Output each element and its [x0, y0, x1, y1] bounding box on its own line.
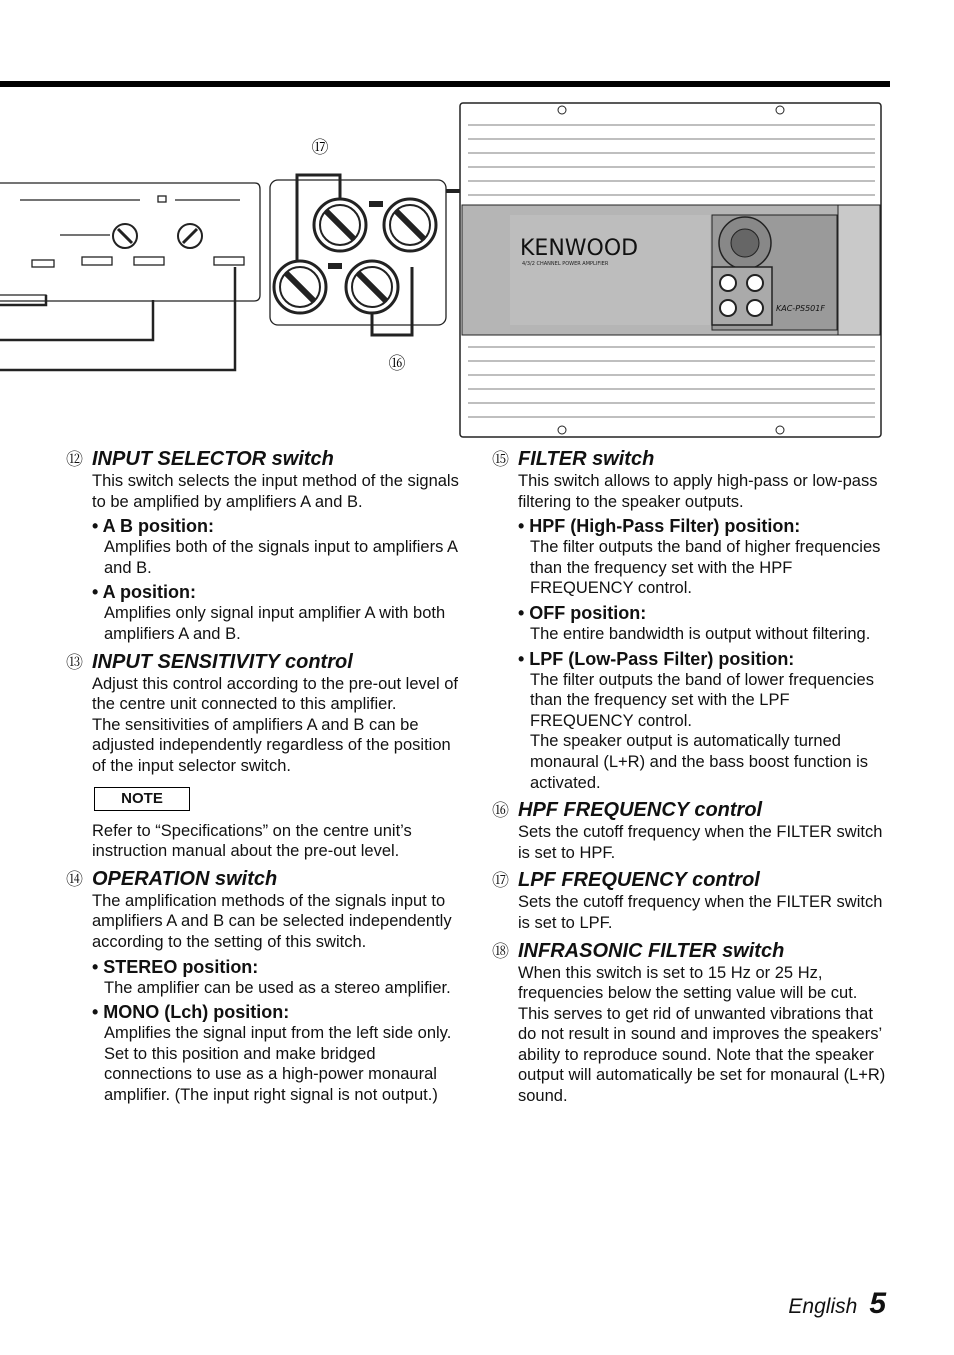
bullet-body: Amplifies the signal input from the left side only. Set to this position and make bridged connections to use as a high-power monaural amplifier. (The input right signal is not output.) [104, 1024, 452, 1104]
bullet-body: Amplifies both of the signals input to amplifiers A and B. [104, 538, 458, 577]
section-title: LPF FREQUENCY control [518, 869, 760, 892]
note-label: NOTE [94, 787, 190, 811]
section-title: INFRASONIC FILTER switch [518, 939, 785, 962]
bullet-body: Amplifies only signal input amplifier A with both amplifiers A and B. [104, 604, 446, 643]
item-number: ⑰ [492, 871, 509, 891]
callout-17: ⑰ [311, 138, 329, 158]
model-label: KAC-PS501F [776, 304, 825, 313]
note-text: Refer to “Specifications” on the centre unit’s instruction manual about the pre-out level. [92, 821, 412, 861]
section-body: Sets the cutoff frequency when the FILTER switch is set to LPF. [518, 893, 883, 932]
section-title: INPUT SENSITIVITY control [92, 650, 353, 673]
section-14 [66, 868, 461, 1106]
section-title: HPF FREQUENCY control [518, 799, 763, 822]
section-body: This switch allows to apply high-pass or low-pass filtering to the speaker outputs. [518, 472, 878, 511]
bullet-body: The entire bandwidth is output without filtering. [530, 624, 871, 643]
section-body: When this switch is set to 15 Hz or 25 Hz, frequencies below the setting value will be cut. This serves to get rid of unwanted vibrations that do not result in sound and improves the speakers’ ability to reproduce sound. Note that the speaker output will automatically be set for monaural (L+R) sound. [518, 963, 886, 1106]
right-column [492, 448, 892, 1113]
section-title: FILTER switch [518, 448, 655, 470]
bullet-body: The filter outputs the band of lower frequencies than the frequency set with the LPF FREQUENCY control. [530, 670, 874, 730]
item-number: ⑫ [66, 450, 83, 469]
top-rule [0, 81, 890, 87]
input-panel [0, 183, 260, 370]
bullet-heading: • A position: [92, 582, 196, 603]
section-body: Sets the cutoff frequency when the FILTER switch is set to HPF. [518, 823, 883, 862]
item-number: ⑬ [66, 652, 83, 672]
page-number: 5 [869, 1287, 886, 1320]
bullet-heading: • STEREO position: [92, 956, 259, 977]
bullet-heading: • MONO (Lch) position: [92, 1002, 290, 1023]
bullet-heading: • A B position: [92, 516, 214, 537]
item-number: ⑱ [492, 941, 509, 961]
section-13 [66, 651, 461, 862]
section-body: Adjust this control according to the pre-out level of the centre unit connected to this amplifier. [92, 674, 458, 714]
bullet-heading: • LPF (Low-Pass Filter) position: [518, 648, 795, 669]
amplifier-diagram [0, 95, 890, 440]
callout-16: ⑯ [388, 354, 406, 374]
section-body: The sensitivities of amplifiers A and B can be adjusted independently regardless of the position of the input selector switch. [92, 715, 451, 775]
section-15 [492, 448, 892, 793]
left-column [66, 448, 461, 1111]
amp-subtitle: 4/3/2 CHANNEL POWER AMPLIFIER [522, 261, 609, 267]
section-body: The amplification methods of the signals input to amplifiers A and B can be selected independently according to the setting of this switch. [92, 891, 452, 951]
bullet-body: The filter outputs the band of higher frequencies than the frequency set with the HPF FREQUENCY control. [530, 538, 881, 598]
section-17 [492, 869, 892, 933]
bullet-heading: • HPF (High-Pass Filter) position: [518, 516, 801, 537]
bullet-body: The amplifier can be used as a stereo amplifier. [104, 978, 451, 997]
section-title: INPUT SELECTOR switch [92, 448, 334, 470]
item-number: ⑭ [66, 869, 83, 889]
language-label: English [788, 1295, 858, 1318]
bullet-heading: • OFF position: [518, 602, 647, 623]
section-title: OPERATION switch [92, 867, 278, 890]
amplifier-body [460, 103, 881, 437]
section-18 [492, 940, 892, 1107]
bullet-body: The speaker output is automatically turned monaural (L+R) and the bass boost function is activated. [530, 732, 868, 792]
section-16 [492, 799, 892, 863]
section-12 [66, 448, 461, 645]
item-number: ⑮ [492, 450, 509, 469]
brand-logo: KENWOOD [520, 236, 639, 261]
item-number: ⑯ [492, 801, 509, 821]
page-footer [788, 1287, 886, 1321]
section-body: This switch selects the input method of the signals to be amplified by amplifiers A and B. [92, 472, 459, 511]
